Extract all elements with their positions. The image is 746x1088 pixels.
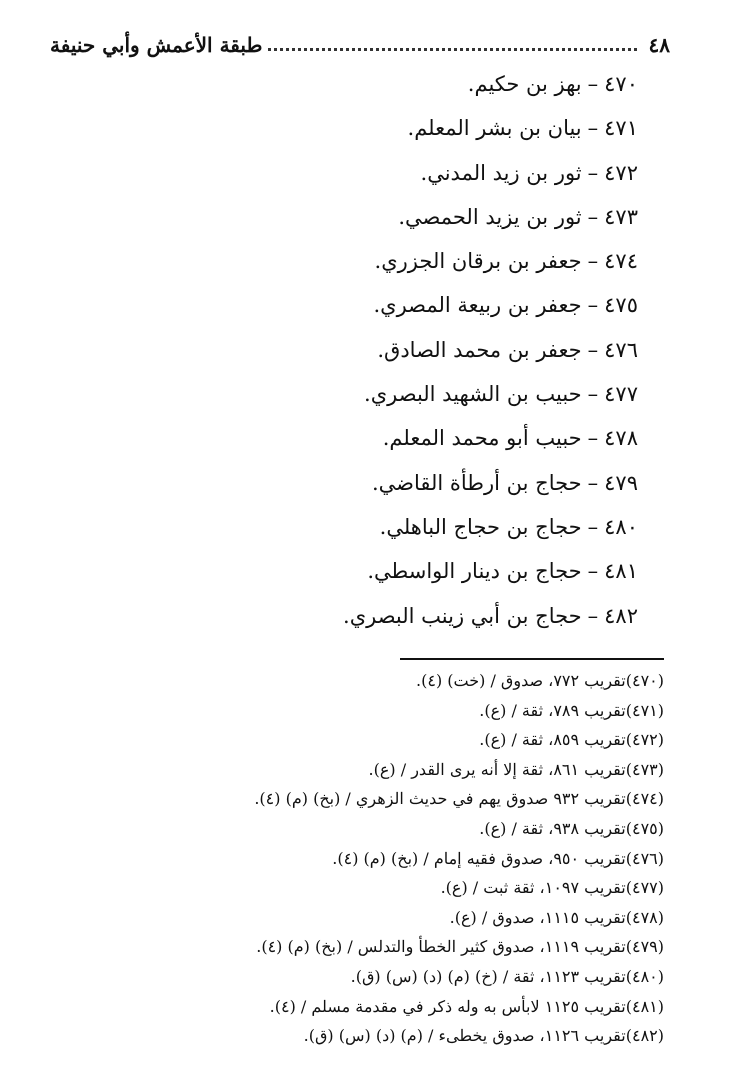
list-item xyxy=(118,62,638,106)
footnote: (٤٧٠)تقريب ٧٧٢، صدوق / (خت) (٤). xyxy=(416,671,664,690)
entry-number: ٤٨٠ xyxy=(604,514,638,539)
footnote: (٤٧٦)تقريب ٩٥٠، صدوق فقيه إمام / (بخ) (م) (٤). xyxy=(332,848,664,868)
footnote: (٤٨٢)تقريب ١١٢٦، صدوق يخطىء / (م) (د) (س) (ق). xyxy=(303,1026,664,1046)
entry-dash: – xyxy=(587,382,599,407)
entry-dash: – xyxy=(587,559,599,584)
footnote: (٤٧٤)تقريب ٩٣٢ صدوق يهم في حديث الزهري / (بخ) (م) (٤). xyxy=(254,789,664,809)
list-item xyxy=(118,594,638,638)
footnote: (٤٧٢)تقريب ٨٥٩، ثقة / (ع). xyxy=(479,730,664,750)
entry-dash: – xyxy=(587,470,599,495)
entry-name: جعفر بن محمد الصادق. xyxy=(377,337,582,362)
entry-number: ٤٧٧ xyxy=(604,382,638,407)
footnote: (٤٧٥)تقريب ٩٣٨، ثقة / (ع). xyxy=(479,818,664,838)
narrator-list xyxy=(118,62,638,638)
entry-number: ٤٧٠ xyxy=(604,72,638,96)
entry-dash: – xyxy=(587,204,599,229)
footnote-list xyxy=(44,666,664,1051)
list-item xyxy=(118,283,638,327)
entry-name: ثور بن زيد المدني. xyxy=(420,160,582,185)
entry-name: ثور بن يزيد الحمصي. xyxy=(398,204,582,229)
entry-number: ٤٧٩ xyxy=(604,470,638,495)
footnote: (٤٧٣)تقريب ٨٦١، ثقة إلا أنه يرى القدر / (ع). xyxy=(368,759,664,779)
entry-name: حبيب بن الشهيد البصري. xyxy=(364,382,582,407)
entry-name: حبيب أبو محمد المعلم. xyxy=(382,426,582,451)
footnote: (٤٧١)تقريب ٧٨٩، ثقة / (ع). xyxy=(479,700,664,720)
entry-name: بهز بن حكيم. xyxy=(467,72,582,96)
list-item xyxy=(118,328,638,372)
header-title: طبقة الأعمش وأبي حنيفة xyxy=(50,33,263,57)
entry-name: حجاج بن أبي زينب البصري. xyxy=(343,603,582,628)
entry-dash: – xyxy=(587,337,599,362)
entry-dash: – xyxy=(587,249,599,274)
list-item xyxy=(118,549,638,593)
list-item xyxy=(118,151,638,195)
footnote-separator xyxy=(400,658,664,660)
entry-dash: – xyxy=(587,116,599,141)
list-item xyxy=(118,461,638,505)
list-item xyxy=(118,505,638,549)
footnote: (٤٧٨)تقريب ١١١٥، صدوق / (ع). xyxy=(449,907,664,927)
entry-name: بيان بن بشر المعلم. xyxy=(407,116,582,141)
entry-dash: – xyxy=(587,514,599,539)
entry-number: ٤٧٤ xyxy=(604,249,638,274)
entry-number: ٤٧٥ xyxy=(604,293,638,318)
entry-name: جعفر بن برقان الجزري. xyxy=(374,249,582,274)
entry-number: ٤٨١ xyxy=(604,559,638,584)
entry-name: حجاج بن أرطأة القاضي. xyxy=(371,470,582,495)
footnote: (٤٨٠)تقريب ١١٢٣، ثقة / (خ) (م) (د) (س) (ق). xyxy=(350,966,664,986)
entry-name: جعفر بن ربيعة المصري. xyxy=(373,293,582,318)
entry-number: ٤٧٣ xyxy=(604,204,638,229)
running-header xyxy=(50,28,670,62)
entry-dash: – xyxy=(587,603,599,628)
entry-number: ٤٧٢ xyxy=(604,160,638,185)
list-item xyxy=(118,416,638,460)
footnote: (٤٨١)تقريب ١١٢٥ لابأس به وله ذكر في مقدمة مسلم / (٤). xyxy=(269,996,664,1016)
footnote: (٤٧٧)تقريب ١٠٩٧، ثقة ثبت / (ع). xyxy=(440,878,664,898)
entry-number: ٤٧١ xyxy=(604,116,638,141)
entry-dash: – xyxy=(587,160,599,185)
entry-dash: – xyxy=(587,293,599,318)
entry-number: ٤٧٨ xyxy=(604,426,638,451)
list-item xyxy=(118,195,638,239)
page-number: ٤٨ xyxy=(648,33,670,57)
entry-name: حجاج بن حجاج الباهلي. xyxy=(379,514,582,539)
list-item xyxy=(118,372,638,416)
list-item xyxy=(118,106,638,150)
entry-number: ٤٧٦ xyxy=(604,337,638,362)
entry-dash: – xyxy=(587,426,599,451)
footnote: (٤٧٩)تقريب ١١١٩، صدوق كثير الخطأ والتدلس / (بخ) (م) (٤). xyxy=(256,937,664,957)
header-dot-leader xyxy=(268,48,636,51)
entry-number: ٤٨٢ xyxy=(604,603,638,628)
list-item xyxy=(118,239,638,283)
entry-name: حجاج بن دينار الواسطي. xyxy=(367,559,582,584)
entry-dash: – xyxy=(587,72,599,96)
